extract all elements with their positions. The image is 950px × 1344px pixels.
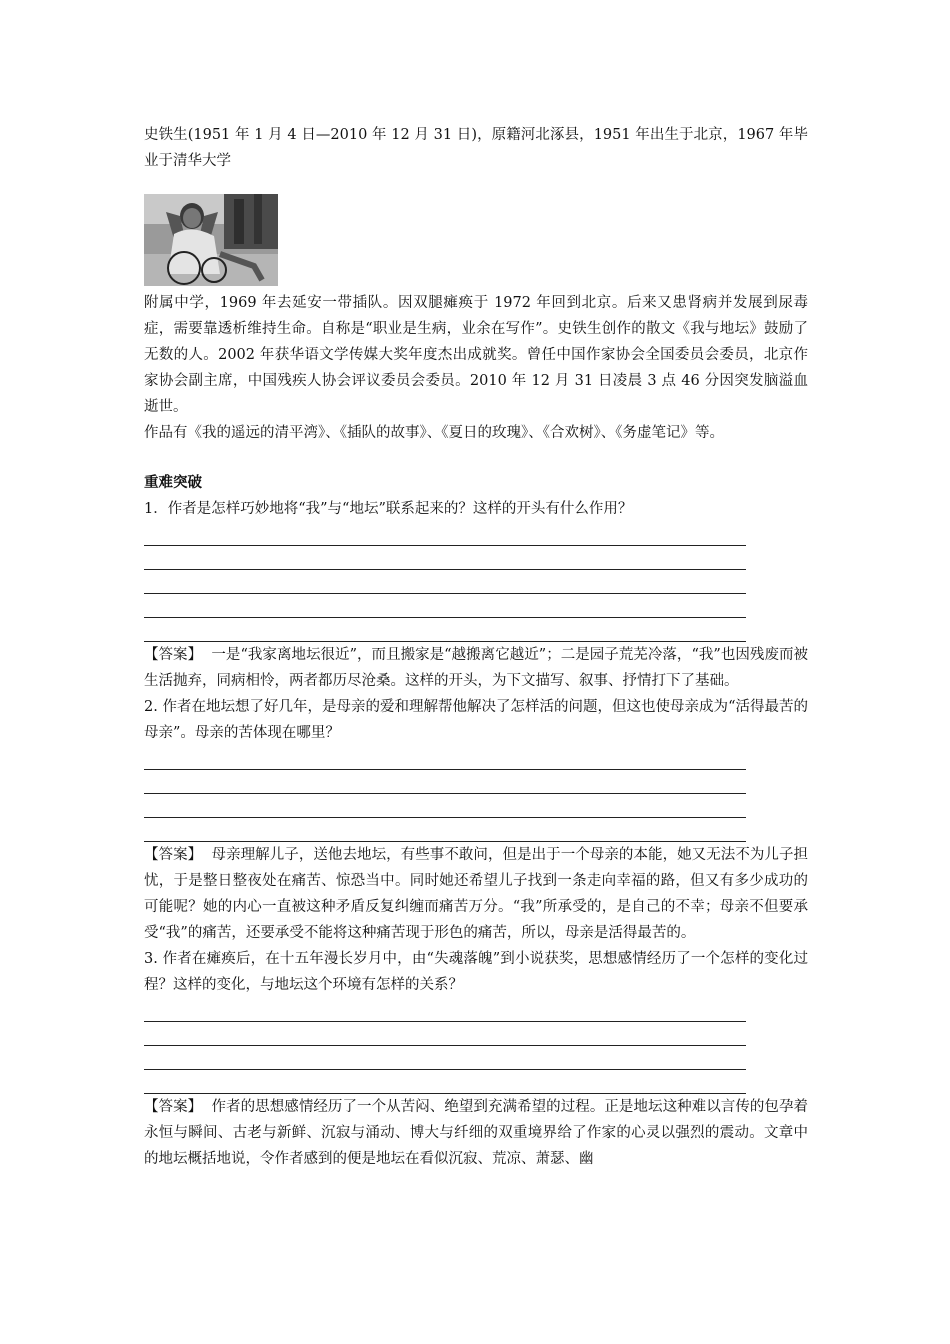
answer-3 — [144, 1094, 808, 1172]
answer-text: 作者的思想感情经历了一个从苦闷、绝望到充满希望的过程。正是地坛这种难以言传的包孕着永恒与瞬间、古老与新鲜、沉寂与涌动、博大与纤细的双重境界给了作家的心灵以强烈的震动。文章中的地坛概括地说，令作者感到的便是地坛在看似沉寂、荒凉、萧瑟、幽 — [144, 1099, 809, 1167]
answer-text: 母亲理解儿子，送他去地坛，有些事不敢问，但是出于一个母亲的本能，她又无法不为儿子担忧，于是整日整夜处在痛苦、惊恐当中。同时她还希望儿子找到一条走向幸福的路，但又有多少成功的可能呢？她的内心一直被这种矛盾反复纠缠而痛苦万分。“我”所承受的，是自己的不幸；母亲不但要承受“我”的痛苦，还要承受不能将这种痛苦现于形色的痛苦，所以，母亲是活得最苦的。 — [144, 847, 809, 941]
section-title: 重难突破 — [144, 474, 202, 491]
question-2: 2. 作者在地坛想了好几年，是母亲的爱和理解帮他解决了怎样活的问题，但这也使母亲成为“活得最苦的母亲”。母亲的苦体现在哪里？ — [144, 699, 808, 741]
answer-lines-2 — [144, 746, 808, 842]
answer-line[interactable] — [144, 546, 746, 570]
author-photo — [144, 194, 278, 286]
answer-text: 一是“我家离地坛很近”，而且搬家是“越搬离它越近”；二是园子荒芜冷落，“我”也因残废而被生活抛弃，同病相怜，两者都历尽沧桑。这样的开头，为下文描写、叙事、抒情打下了基础。 — [144, 647, 808, 689]
question-1: 1．作者是怎样巧妙地将“我”与“地坛”联系起来的？这样的开头有什么作用？ — [144, 501, 633, 517]
answer-label: 【答案】 — [144, 847, 203, 863]
answer-label: 【答案】 — [144, 647, 203, 663]
answer-line[interactable] — [144, 1022, 746, 1046]
bio-continued: 附属中学，1969 年去延安一带插队。因双腿瘫痪于 1972 年回到北京。后来又患肾病并发展到尿毒症，需要靠透析维持生命。自称是“职业是生病，业余在写作”。史铁生创作的散文《我与地坛》鼓励了无数的人。2002 年获华语文学传媒大奖年度杰出成就奖。曾任中国作家协会全国委员会委员，北京作家协会副主席，中国残疾人协会评议委员会委员。2010 年 12 月 31 日凌晨 3 点 46 分因突发脑溢血逝世。 — [144, 295, 808, 415]
answer-line[interactable] — [144, 1070, 746, 1094]
bio-works: 作品有《我的遥远的清平湾》、《插队的故事》、《夏日的玫瑰》、《合欢树》、《务虚笔记》等。 — [144, 425, 724, 441]
answer-line[interactable] — [144, 594, 746, 618]
answer-1 — [144, 642, 808, 694]
answer-line[interactable] — [144, 818, 746, 842]
answer-line[interactable] — [144, 998, 746, 1022]
answer-label: 【答案】 — [144, 1099, 203, 1115]
answer-line[interactable] — [144, 746, 746, 770]
answer-lines-1 — [144, 522, 808, 642]
answer-line[interactable] — [144, 570, 746, 594]
answer-2 — [144, 842, 808, 946]
answer-line[interactable] — [144, 1046, 746, 1070]
answer-line[interactable] — [144, 770, 746, 794]
answer-line[interactable] — [144, 522, 746, 546]
bio-intro: 史铁生(1951 年 1 月 4 日—2010 年 12 月 31 日)，原籍河北涿县，1951 年出生于北京，1967 年毕业于清华大学 — [144, 127, 808, 169]
answer-line[interactable] — [144, 794, 746, 818]
answer-line[interactable] — [144, 618, 746, 642]
author-photo-image — [144, 194, 278, 286]
document-page — [144, 122, 808, 1172]
question-3: 3. 作者在瘫痪后，在十五年漫长岁月中，由“失魂落魄”到小说获奖，思想感情经历了一个怎样的变化过程？这样的变化，与地坛这个环境有怎样的关系？ — [144, 951, 808, 993]
answer-lines-3 — [144, 998, 808, 1094]
